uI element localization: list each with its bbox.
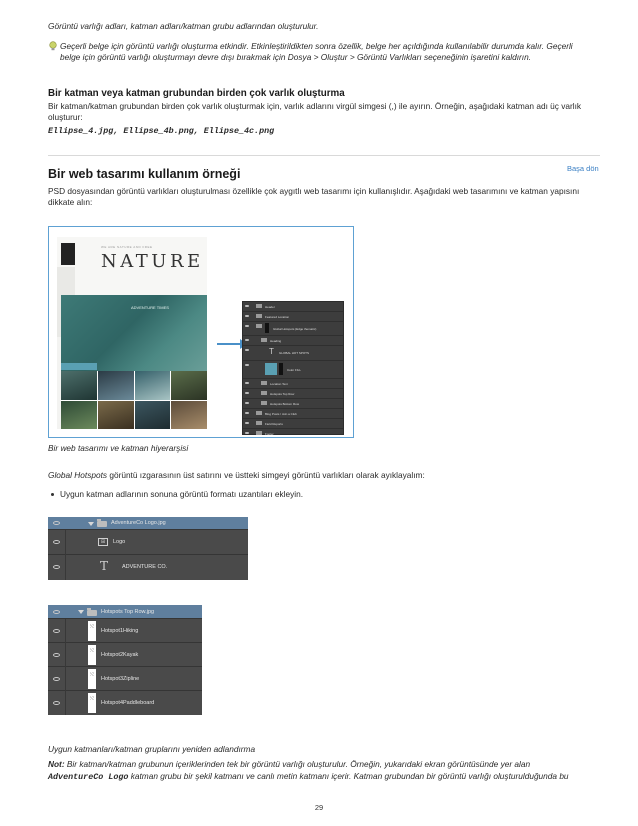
eye-icon[interactable] — [53, 521, 60, 525]
folder-icon — [256, 411, 262, 415]
chevron-down-icon[interactable] — [88, 522, 94, 526]
photo-grid — [61, 371, 207, 429]
layer-thumbnail — [88, 669, 96, 689]
folder-icon — [261, 391, 267, 395]
eye-icon[interactable] — [53, 540, 60, 544]
figure1-caption: Bir web tasarımı ve katman hiyerarşisi — [48, 443, 189, 453]
hero-bar — [61, 363, 97, 370]
layers-panel-thumbnail — [242, 301, 344, 435]
eye-icon — [245, 349, 249, 351]
eye-icon — [245, 325, 249, 327]
page-number: 29 — [314, 803, 324, 812]
eye-icon — [245, 422, 249, 424]
photo-cell — [171, 401, 207, 430]
layer-row: Footer — [243, 429, 343, 438]
section-heading-multiple-assets: Bir katman veya katman grubundan birden çok varlık oluşturma — [48, 88, 345, 99]
eye-icon — [245, 364, 249, 366]
folder-icon — [256, 314, 262, 318]
folder-icon — [261, 338, 267, 342]
eye-icon — [245, 412, 249, 414]
eye-icon — [245, 432, 249, 434]
section-heading-web-design: Bir web tasarımı kullanım örneği — [48, 167, 241, 181]
layer-thumbnail — [88, 693, 96, 713]
folder-icon — [256, 324, 262, 328]
layer-row: Featured Location — [243, 312, 343, 322]
eye-icon[interactable] — [53, 653, 60, 657]
folder-icon — [256, 431, 262, 435]
text-layer-icon: T — [269, 347, 274, 356]
layer-row[interactable]: Hotspot1Hiking — [48, 619, 202, 643]
section-divider — [48, 155, 600, 156]
layer-row: Field Reports — [243, 419, 343, 429]
layer-row[interactable]: Hotspot4Paddleboard — [48, 691, 202, 715]
eye-icon[interactable] — [53, 565, 60, 569]
layer-row: Hotspots Top Row — [243, 389, 343, 399]
arrow-icon — [217, 343, 245, 345]
eye-icon — [245, 339, 249, 341]
layer-row: Blog Posts / Join a Club — [243, 409, 343, 419]
eye-icon — [245, 315, 249, 317]
bullet-icon — [51, 493, 54, 496]
layer-row: T GLOBAL HOT SPOTS — [243, 346, 343, 361]
code-example: Ellipse_4.jpg, Ellipse_4b.png, Ellipse_4c.png — [48, 126, 275, 136]
layer-row: Hotspots Bottom Row — [243, 399, 343, 409]
eye-icon[interactable] — [53, 701, 60, 705]
photo-cell — [98, 401, 134, 430]
photo-cell — [61, 371, 97, 400]
layer-thumbnail — [88, 621, 96, 641]
layer-row[interactable]: Hotspot2Kayak — [48, 643, 202, 667]
global-hotspots-paragraph: Global Hotspots görüntü ızgarasının üst satırını ve üstteki simgeyi görüntü varlıkları olarak ayıklayalım: — [48, 470, 425, 480]
eye-icon[interactable] — [53, 610, 60, 614]
hero-text: ADVENTURE TIMES — [131, 305, 169, 310]
photo-cell — [61, 401, 97, 430]
mask-thumbnail — [279, 363, 283, 375]
tip-line-2: belge için görüntü varlığı oluşturmayı devre dışı bırakmak için Dosya > Oluştur > Görüntü Varlıkları seçeneğinin işaretini kaldırın. — [60, 52, 531, 62]
note-line-2: AdventureCo Logo katman grubu bir şekil katmanı ve canlı metin katmanı içerir. Katman grubundan bir görüntü varlığı oluşturulduğunda bu — [48, 771, 569, 782]
folder-icon — [256, 304, 262, 308]
intro-text: Görüntü varlığı adları, katman adları/katman grubu adlarından oluşturulur. — [48, 21, 319, 31]
layer-row: Header — [243, 302, 343, 312]
layers-panel-logo — [48, 517, 248, 580]
website-hero-image — [61, 295, 207, 371]
section1-text-line-2: oluşturur: — [48, 112, 83, 122]
layer-row: Color FILL — [243, 361, 343, 379]
website-mockup — [57, 237, 207, 429]
website-subtitle: WE ARE NATURE AND FREE — [101, 245, 153, 249]
folder-icon — [256, 421, 262, 425]
layer-group-row[interactable]: AdventureCo Logo.jpg — [48, 517, 248, 530]
figure2-caption: Uygun katmanları/katman gruplarını yeniden adlandırma — [48, 744, 256, 754]
chevron-down-icon[interactable] — [78, 610, 84, 614]
website-logo — [61, 243, 75, 265]
section1-text-line-1: Bir katman/katman grubundan birden çok varlık oluşturmak için, varlık adlarını virgül simgesi (,) ile ayırın. Örneğin, aşağıdaki katman adı üç varlık — [48, 101, 582, 111]
eye-icon — [245, 402, 249, 404]
layers-panel-hotspots — [48, 605, 202, 715]
website-title: NATURE — [101, 251, 204, 272]
bullet-text: Uygun katman adlarının sonuna görüntü formatı uzantıları ekleyin. — [60, 489, 304, 499]
photo-cell — [98, 371, 134, 400]
back-to-top-link[interactable]: Başa dön — [567, 164, 599, 173]
web-design-figure — [48, 226, 354, 438]
folder-icon — [261, 401, 267, 405]
layer-row[interactable]: T ADVENTURE CO. — [48, 555, 248, 580]
section2-text-line-1: PSD dosyasından görüntü varlıkları oluşturulması özellikle çok aygıtlı web tasarımı için kullanışlıdır. Aşağıdaki web tasarımını ve katman yapısını — [48, 186, 580, 196]
photo-cell — [135, 371, 171, 400]
color-fill-thumbnail — [265, 363, 277, 375]
eye-icon[interactable] — [53, 677, 60, 681]
section2-text-line-2: dikkate alın: — [48, 197, 93, 207]
eye-icon — [245, 392, 249, 394]
mask-thumbnail — [265, 323, 269, 333]
photo-cell — [171, 371, 207, 400]
folder-icon — [261, 381, 267, 385]
eye-icon — [245, 305, 249, 307]
layer-row: Location Text — [243, 379, 343, 389]
shape-layer-icon: ⊞ — [98, 538, 108, 546]
layer-row: Global Hotspots (Edge thematic) — [243, 322, 343, 336]
layer-group-row[interactable]: Hotspots Top Row.jpg — [48, 605, 202, 619]
eye-icon[interactable] — [53, 629, 60, 633]
folder-icon — [87, 610, 97, 616]
layer-row[interactable]: Hotspot3Zipline — [48, 667, 202, 691]
eye-icon — [245, 382, 249, 384]
layer-row: Heading — [243, 336, 343, 346]
photo-cell — [135, 401, 171, 430]
tip-line-1: Geçerli belge için görüntü varlığı oluşturma etkindir. Etkinleştirildikten sonra özellik, belge her açıldığında kullanılabilir durumda kalır. Geçerli — [60, 41, 573, 51]
lightbulb-icon — [48, 41, 58, 51]
layer-row[interactable]: ⊞ Logo — [48, 530, 248, 555]
text-layer-icon: T — [100, 559, 109, 573]
note-line-1: Not: Bir katman/katman grubunun içeriklerinden tek bir görüntü varlığı oluşturulur. Örneğin, yukarıdaki ekran görüntüsünde yer alan — [48, 759, 531, 769]
layer-thumbnail — [88, 645, 96, 665]
folder-icon — [97, 521, 107, 527]
